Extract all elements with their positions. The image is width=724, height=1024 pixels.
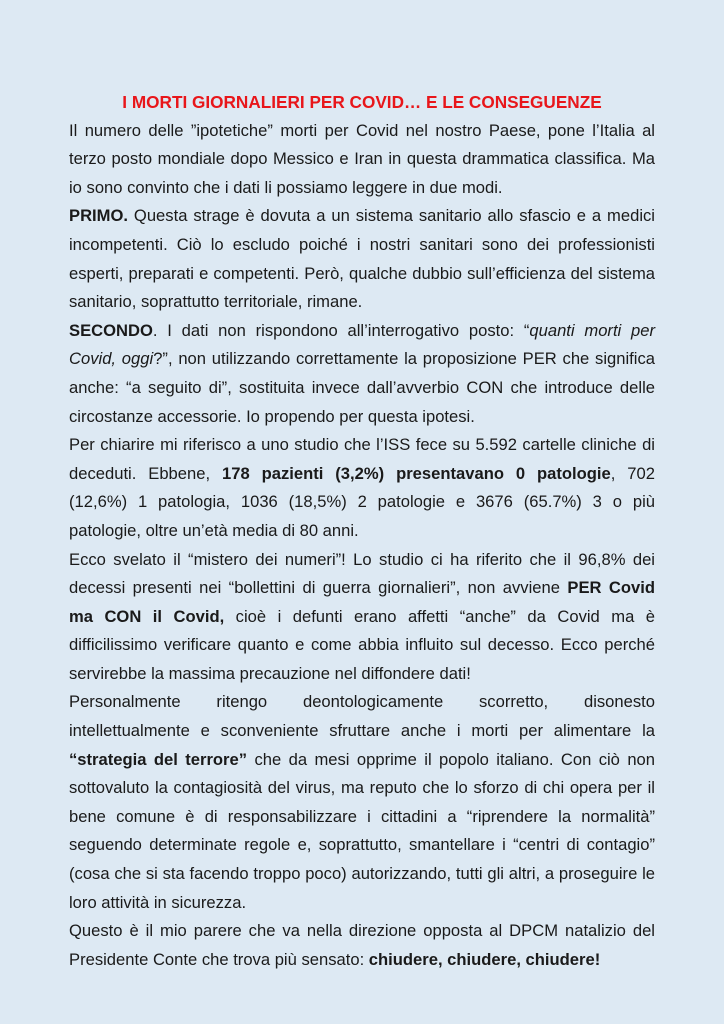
secondo-lead: SECONDO — [69, 320, 153, 340]
primo-lead: PRIMO. — [69, 206, 129, 226]
secondo-text-a: . I dati non rispondono all’interrogativo posto: “ — [152, 320, 530, 340]
paragraph-opinion — [69, 688, 655, 917]
conclusion-text-a: Questo è il mio parere che va nella direzione opposta al DPCM natalizio del Presidente Conte che trova più sensato: — [69, 921, 655, 969]
study-bold: 178 pazienti (3,2%) presentavano 0 patologie — [222, 463, 611, 483]
opinion-text-a: Personalmente ritengo deontologicamente scorretto, disonesto intellettualmente e sconveniente sfruttare anche i morti per alimentare la — [69, 692, 655, 741]
paragraph-intro — [69, 117, 655, 203]
paragraph-secondo — [69, 317, 655, 431]
article-title: I MORTI GIORNALIERI PER COVID… E LE CONSEGUENZE — [122, 92, 602, 112]
conclusion-bold: chiudere, chiudere, chiudere! — [368, 949, 601, 969]
mystery-text-b: cioè i defunti erano affetti “anche” da Covid ma è difficilissimo verificare quanto e come abbia influito sul decesso. Ecco perché servirebbe la massima precauzione nel diffondere dati! — [69, 606, 655, 683]
paragraph-primo — [69, 202, 655, 316]
primo-text: Questa strage è dovuta a un sistema sanitario allo sfascio e a medici incompetenti. Ciò lo escludo poiché i nostri sanitari sono dei professionisti esperti, preparati e competenti. Però, qualche dubbio sull’efficienza del sistema sanitario, soprattutto territoriale, rimane. — [69, 206, 655, 312]
study-text-b: , 702 (12,6%) 1 patologia, 1036 (18,5%) 2 patologie e 3676 (65.7%) 3 o più patologie, oltre un’età media di 80 anni. — [69, 463, 655, 540]
paragraph-conclusion — [69, 917, 655, 974]
opinion-text-b: che da mesi opprime il popolo italiano. Con ciò non sottovaluto la contagiosità del virus, ma reputo che lo sforzo di chi opera per il bene comune è di responsabilizzare i cittadini a “riprendere la normalità” seguendo determinate regole e, soprattutto, smantellare i “centri di contagio” (cosa che si sta facendo troppo poco) autorizzando, tutti gli altri, a proseguire le loro attività in sicurezza. — [69, 749, 655, 912]
article — [69, 88, 655, 974]
secondo-text-b: ?”, non utilizzando correttamente la proposizione PER che significa anche: “a seguito di”, sostituita invece dall’avverbio CON che introduce delle circostanze accessorie. Io propendo per questa ipotesi. — [69, 349, 655, 426]
paragraph-study — [69, 431, 655, 545]
study-text-a: Per chiarire mi riferisco a uno studio che l’ISS fece su 5.592 cartelle cliniche di deceduti. Ebbene, — [69, 435, 655, 483]
paragraph-mystery — [69, 546, 655, 689]
opinion-bold: “strategia del terrore” — [69, 749, 248, 769]
paragraph-intro-text: Il numero delle ”ipotetiche” morti per Covid nel nostro Paese, pone l’Italia al terzo posto mondiale dopo Messico e Iran in questa drammatica classifica. Ma io sono convinto che i dati li possiamo leggere in due modi. — [69, 120, 655, 197]
mystery-text-a: Ecco svelato il “mistero dei numeri”! Lo studio ci ha riferito che il 96,8% dei decessi presenti nei “bollettini di guerra giornalieri”, non avviene — [69, 549, 655, 598]
secondo-quote: quanti morti per Covid, oggi — [69, 320, 655, 369]
mystery-bold: PER Covid ma CON il Covid, — [69, 578, 655, 626]
